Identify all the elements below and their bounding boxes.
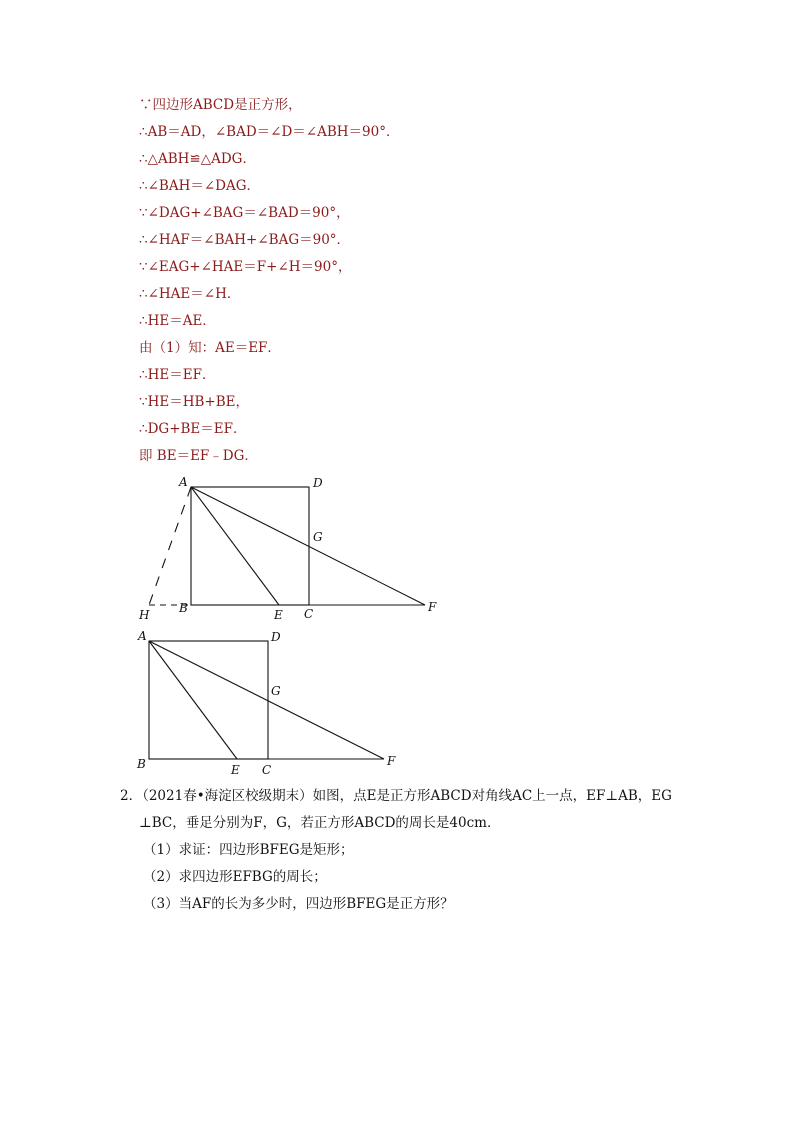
label-e: E [274, 608, 283, 622]
solution-line: ∴HE＝EF． [139, 367, 216, 383]
solution-line: ∴DG+BE＝EF． [139, 421, 247, 437]
label-d: D [271, 630, 281, 644]
solution-line: ∵∠EAG+∠HAE＝F+∠H＝90°， [139, 259, 352, 275]
question-part-2: （2）求四边形EFBG的周长； [143, 869, 327, 885]
question-stem-line1: 2．（2021春•海淀区校级期末）如图，点E是正方形ABCD对角线AC上一点，EF⊥AB，EG [120, 788, 672, 804]
solution-line: ∴△ABH≌△ADG． [139, 151, 256, 167]
solution-line: ∵HE＝HB+BE， [139, 394, 249, 410]
solution-line: 由（1）知：AE＝EF． [139, 340, 281, 356]
solution-line: 即 BE＝EF﹣DG． [139, 448, 258, 464]
label-e: E [231, 763, 240, 777]
segment-af [191, 487, 425, 605]
solution-line: ∴AB＝AD，∠BAD＝∠D＝∠ABH＝90°． [139, 124, 400, 140]
square-abcd [191, 487, 309, 605]
label-a: A [138, 629, 147, 643]
solution-line: ∴∠BAH＝∠DAG． [139, 178, 261, 194]
label-f: F [428, 600, 437, 614]
label-h: H [139, 608, 150, 622]
label-d: D [313, 476, 323, 490]
solution-line: ∴∠HAE＝∠H． [139, 286, 241, 302]
label-b: B [137, 757, 146, 771]
question-part-1: （1）求证：四边形BFEG是矩形； [143, 842, 354, 858]
segment-ah-dashed [149, 487, 191, 605]
solution-line: ∴HE＝AE． [139, 313, 216, 329]
solution-line: ∴∠HAF＝∠BAH+∠BAG＝90°． [139, 232, 351, 248]
label-a: A [179, 475, 188, 489]
label-b: B [179, 601, 188, 615]
label-g: G [271, 684, 281, 698]
solution-line: ∵四边形ABCD是正方形， [139, 97, 302, 113]
solution-line: ∵∠DAG+∠BAG＝∠BAD＝90°， [139, 205, 350, 221]
label-g: G [313, 530, 323, 544]
label-c: C [262, 763, 272, 777]
label-f: F [387, 754, 396, 768]
question-stem-line2: ⊥BC，垂足分别为F，G，若正方形ABCD的周长是40cm． [139, 815, 501, 831]
question-part-3: （3）当AF的长为多少时，四边形BFEG是正方形？ [143, 896, 454, 912]
segment-ae [191, 487, 279, 605]
label-c: C [304, 607, 314, 621]
